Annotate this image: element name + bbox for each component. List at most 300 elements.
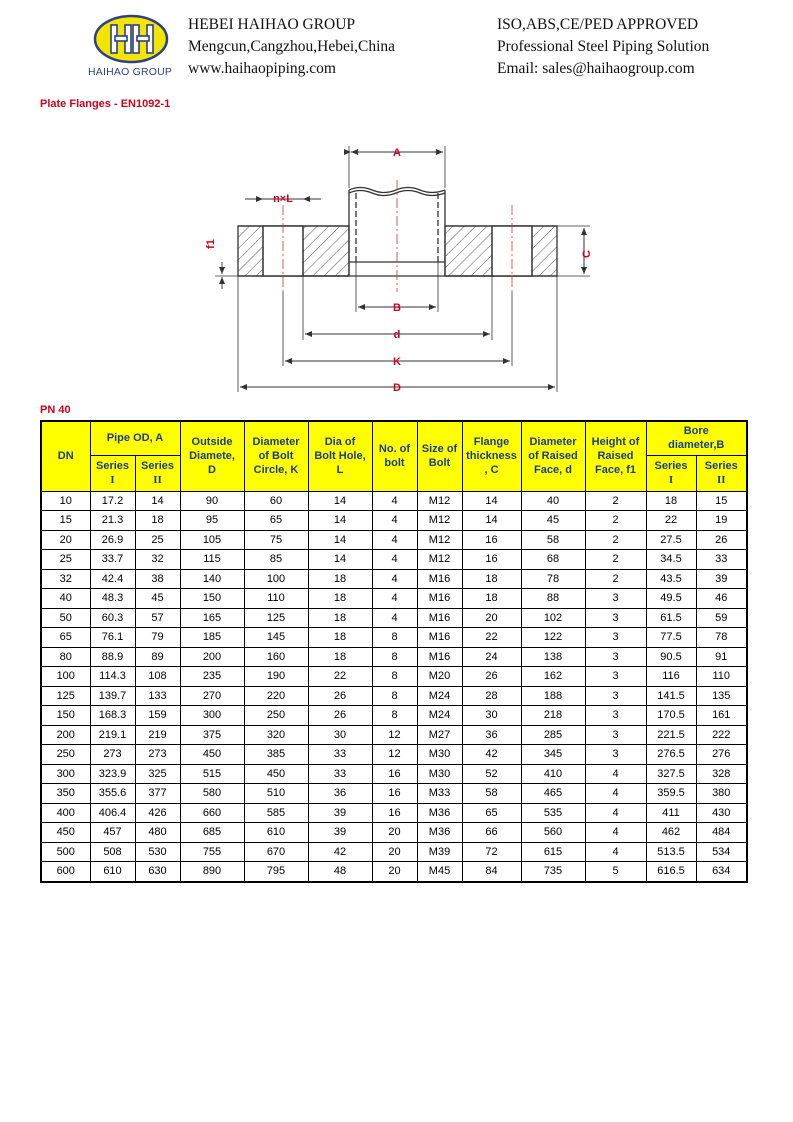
company-address: Mengcun,Cangzhou,Hebei,China: [188, 38, 396, 55]
table-cell: 4: [585, 764, 646, 784]
table-cell: 8: [372, 667, 417, 687]
table-cell: 52: [462, 764, 521, 784]
table-row: [41, 862, 747, 882]
table-cell: 634: [696, 862, 747, 882]
table-row: [41, 725, 747, 745]
header-no-of-bolt: No. of bolt: [372, 421, 417, 491]
company-credentials: [497, 14, 709, 80]
table-cell: 20: [372, 862, 417, 882]
table-cell: 670: [244, 842, 308, 862]
table-cell: M16: [417, 628, 462, 648]
table-cell: 2: [585, 569, 646, 589]
table-cell: 4: [372, 511, 417, 531]
table-cell: 14: [308, 530, 372, 550]
table-cell: 220: [244, 686, 308, 706]
table-cell: 530: [135, 842, 180, 862]
table-cell: 610: [90, 862, 135, 882]
table-cell: 610: [244, 823, 308, 843]
table-cell: M12: [417, 491, 462, 511]
table-cell: 8: [372, 628, 417, 648]
table-cell: 39: [308, 803, 372, 823]
table-cell: 218: [521, 706, 585, 726]
table-cell: 91: [696, 647, 747, 667]
table-cell: 22: [646, 511, 696, 531]
table-cell: M33: [417, 784, 462, 804]
table-cell: 200: [41, 725, 90, 745]
table-cell: 4: [372, 530, 417, 550]
table-cell: 26: [308, 706, 372, 726]
table-row: [41, 569, 747, 589]
table-cell: 4: [585, 803, 646, 823]
table-cell: 28: [462, 686, 521, 706]
table-cell: 115: [180, 550, 244, 570]
table-cell: 16: [372, 764, 417, 784]
table-row: [41, 842, 747, 862]
approvals: ISO,ABS,CE/PED APPROVED: [497, 16, 699, 33]
table-cell: 8: [372, 647, 417, 667]
table-cell: 580: [180, 784, 244, 804]
flange-dimensions-table: [40, 420, 748, 883]
table-cell: 59: [696, 608, 747, 628]
table-cell: 114.3: [90, 667, 135, 687]
table-cell: 22: [462, 628, 521, 648]
table-cell: 116: [646, 667, 696, 687]
table-cell: 165: [180, 608, 244, 628]
table-cell: 12: [372, 725, 417, 745]
table-cell: 150: [180, 589, 244, 609]
table-cell: 90.5: [646, 647, 696, 667]
table-cell: 616.5: [646, 862, 696, 882]
company-email[interactable]: Email: sales@haihaogroup.com: [497, 60, 695, 77]
table-cell: 34.5: [646, 550, 696, 570]
table-cell: 3: [585, 725, 646, 745]
table-cell: 2: [585, 530, 646, 550]
table-cell: 22: [308, 667, 372, 687]
header-pipe-series-2: Series II: [135, 455, 180, 491]
flange-drawing: [200, 135, 593, 397]
table-row: [41, 628, 747, 648]
table-cell: 40: [41, 589, 90, 609]
dim-label-nxl: n×L: [273, 193, 293, 205]
table-cell: 26: [462, 667, 521, 687]
header-bore-diameter: Bore diameter,B: [646, 421, 747, 455]
table-cell: M30: [417, 764, 462, 784]
table-cell: 133: [135, 686, 180, 706]
table-cell: 285: [521, 725, 585, 745]
table-cell: 40: [521, 491, 585, 511]
table-cell: 426: [135, 803, 180, 823]
table-row: [41, 823, 747, 843]
table-cell: 219.1: [90, 725, 135, 745]
table-cell: 411: [646, 803, 696, 823]
table-row: [41, 550, 747, 570]
table-cell: 221.5: [646, 725, 696, 745]
table-cell: 14: [462, 491, 521, 511]
table-cell: 8: [372, 686, 417, 706]
table-cell: 78: [696, 628, 747, 648]
table-cell: 45: [135, 589, 180, 609]
table-row: [41, 784, 747, 804]
dim-label-f1: f1: [205, 239, 217, 249]
table-cell: 60.3: [90, 608, 135, 628]
table-cell: M16: [417, 608, 462, 628]
table-cell: 90: [180, 491, 244, 511]
table-cell: 222: [696, 725, 747, 745]
table-cell: M16: [417, 647, 462, 667]
table-cell: 508: [90, 842, 135, 862]
table-cell: 320: [244, 725, 308, 745]
table-cell: 4: [372, 569, 417, 589]
table-cell: 410: [521, 764, 585, 784]
table-cell: 33: [696, 550, 747, 570]
table-cell: 755: [180, 842, 244, 862]
table-cell: 3: [585, 628, 646, 648]
table-cell: 630: [135, 862, 180, 882]
table-cell: 685: [180, 823, 244, 843]
table-cell: 18: [308, 628, 372, 648]
header-size-of-bolt: Size of Bolt: [417, 421, 462, 491]
table-cell: 32: [135, 550, 180, 570]
table-cell: 735: [521, 862, 585, 882]
table-row: [41, 647, 747, 667]
table-cell: 39: [308, 823, 372, 843]
table-cell: 795: [244, 862, 308, 882]
table-cell: 105: [180, 530, 244, 550]
table-cell: 3: [585, 706, 646, 726]
table-cell: 19: [696, 511, 747, 531]
table-body: [41, 491, 747, 882]
table-cell: 30: [308, 725, 372, 745]
table-cell: 12: [372, 745, 417, 765]
table-cell: 450: [41, 823, 90, 843]
table-cell: 359.5: [646, 784, 696, 804]
table-cell: 170.5: [646, 706, 696, 726]
table-cell: 141.5: [646, 686, 696, 706]
company-info: [188, 14, 395, 80]
table-cell: 500: [41, 842, 90, 862]
table-cell: 3: [585, 667, 646, 687]
table-cell: 88: [521, 589, 585, 609]
table-cell: 480: [135, 823, 180, 843]
table-cell: 25: [41, 550, 90, 570]
table-row: [41, 667, 747, 687]
table-cell: 20: [462, 608, 521, 628]
table-cell: 345: [521, 745, 585, 765]
table-cell: 4: [372, 608, 417, 628]
table-cell: 65: [462, 803, 521, 823]
dim-label-d: D: [393, 382, 401, 394]
table-cell: 513.5: [646, 842, 696, 862]
table-cell: 534: [696, 842, 747, 862]
table-cell: 323.9: [90, 764, 135, 784]
table-cell: 33: [308, 764, 372, 784]
table-cell: 18: [308, 569, 372, 589]
table-cell: 585: [244, 803, 308, 823]
table-cell: 14: [308, 550, 372, 570]
table-cell: 95: [180, 511, 244, 531]
table-cell: 61.5: [646, 608, 696, 628]
table-cell: 660: [180, 803, 244, 823]
table-cell: 20: [372, 823, 417, 843]
company-name: HEBEI HAIHAO GROUP: [188, 16, 356, 33]
table-cell: 18: [308, 589, 372, 609]
table-row: [41, 745, 747, 765]
table-cell: 3: [585, 745, 646, 765]
header-raised-face-height: Height of Raised Face, f1: [585, 421, 646, 491]
table-cell: 5: [585, 862, 646, 882]
table-cell: M27: [417, 725, 462, 745]
table-cell: 325: [135, 764, 180, 784]
table-cell: 125: [244, 608, 308, 628]
table-cell: 276: [696, 745, 747, 765]
table-cell: M36: [417, 823, 462, 843]
table-cell: 160: [244, 647, 308, 667]
table-cell: 68: [521, 550, 585, 570]
table-cell: 350: [41, 784, 90, 804]
header-bolt-circle: Diameter of Bolt Circle, K: [244, 421, 308, 491]
table-cell: 2: [585, 550, 646, 570]
header-pipe-od: Pipe OD, A: [90, 421, 180, 455]
table-cell: 32: [41, 569, 90, 589]
table-cell: 219: [135, 725, 180, 745]
table-cell: 20: [372, 842, 417, 862]
header-raised-face-diameter: Diameter of Raised Face, d: [521, 421, 585, 491]
table-cell: 65: [244, 511, 308, 531]
table-cell: 48: [308, 862, 372, 882]
table-cell: 20: [41, 530, 90, 550]
table-cell: 450: [244, 764, 308, 784]
header-dn: DN: [41, 421, 90, 491]
table-cell: M24: [417, 686, 462, 706]
table-cell: 50: [41, 608, 90, 628]
table-cell: 60: [244, 491, 308, 511]
table-cell: 110: [244, 589, 308, 609]
table-cell: 49.5: [646, 589, 696, 609]
table-cell: 16: [462, 530, 521, 550]
table-cell: 75: [244, 530, 308, 550]
table-cell: 18: [308, 647, 372, 667]
table-cell: 16: [372, 803, 417, 823]
table-cell: 235: [180, 667, 244, 687]
pressure-class: PN 40: [40, 404, 71, 416]
header-bore-series-2: Series II: [696, 455, 747, 491]
table-cell: 72: [462, 842, 521, 862]
header-bore-series-1: Series I: [646, 455, 696, 491]
table-cell: M12: [417, 550, 462, 570]
table-cell: 33.7: [90, 550, 135, 570]
table-cell: 161: [696, 706, 747, 726]
table-cell: 18: [135, 511, 180, 531]
table-cell: 615: [521, 842, 585, 862]
table-cell: 10: [41, 491, 90, 511]
table-cell: 4: [372, 589, 417, 609]
table-cell: 14: [135, 491, 180, 511]
table-cell: M30: [417, 745, 462, 765]
table-cell: 377: [135, 784, 180, 804]
table-cell: 139.7: [90, 686, 135, 706]
table-cell: 45: [521, 511, 585, 531]
header-pipe-series-1: Series I: [90, 455, 135, 491]
table-cell: 190: [244, 667, 308, 687]
table-cell: 84: [462, 862, 521, 882]
table-cell: 58: [462, 784, 521, 804]
table-cell: 65: [41, 628, 90, 648]
table-cell: 8: [372, 706, 417, 726]
table-cell: 400: [41, 803, 90, 823]
table-cell: M24: [417, 706, 462, 726]
table-cell: 18: [462, 589, 521, 609]
tagline: Professional Steel Piping Solution: [497, 38, 710, 55]
table-cell: 58: [521, 530, 585, 550]
logo-text: HAIHAO GROUP: [88, 66, 173, 78]
table-cell: 560: [521, 823, 585, 843]
table-row: [41, 511, 747, 531]
table-cell: 18: [462, 569, 521, 589]
table-cell: 100: [41, 667, 90, 687]
table-cell: 168.3: [90, 706, 135, 726]
table-cell: M16: [417, 589, 462, 609]
table-row: [41, 491, 747, 511]
table-cell: 138: [521, 647, 585, 667]
table-cell: 430: [696, 803, 747, 823]
table-row: [41, 803, 747, 823]
table-cell: 4: [372, 550, 417, 570]
table-cell: 600: [41, 862, 90, 882]
table-cell: 16: [372, 784, 417, 804]
table-cell: 88.9: [90, 647, 135, 667]
table-cell: 200: [180, 647, 244, 667]
table-cell: 375: [180, 725, 244, 745]
table-cell: M16: [417, 569, 462, 589]
table-cell: 102: [521, 608, 585, 628]
table-cell: 21.3: [90, 511, 135, 531]
company-website[interactable]: www.haihaopiping.com: [188, 60, 336, 77]
dim-label-d-small: d: [393, 329, 401, 341]
table-cell: 39: [696, 569, 747, 589]
table-cell: M20: [417, 667, 462, 687]
table-cell: 46: [696, 589, 747, 609]
table-cell: 14: [308, 491, 372, 511]
table-cell: M12: [417, 511, 462, 531]
table-cell: 385: [244, 745, 308, 765]
table-cell: 100: [244, 569, 308, 589]
table-cell: 3: [585, 686, 646, 706]
table-cell: 450: [180, 745, 244, 765]
header-flange-thickness: Flange thickness , C: [462, 421, 521, 491]
table-cell: 273: [90, 745, 135, 765]
table-cell: 16: [462, 550, 521, 570]
table-cell: 110: [696, 667, 747, 687]
table-cell: 185: [180, 628, 244, 648]
table-row: [41, 686, 747, 706]
table-cell: 78: [521, 569, 585, 589]
table-cell: 150: [41, 706, 90, 726]
table-cell: 18: [646, 491, 696, 511]
table-cell: 79: [135, 628, 180, 648]
table-cell: 465: [521, 784, 585, 804]
header-bolt-hole: Dia of Bolt Hole, L: [308, 421, 372, 491]
table-cell: 162: [521, 667, 585, 687]
table-row: [41, 530, 747, 550]
table-cell: 250: [244, 706, 308, 726]
table-cell: 36: [462, 725, 521, 745]
table-cell: 14: [308, 511, 372, 531]
table-row: [41, 608, 747, 628]
table-cell: 43.5: [646, 569, 696, 589]
table-cell: 17.2: [90, 491, 135, 511]
table-cell: 25: [135, 530, 180, 550]
table-cell: 30: [462, 706, 521, 726]
dim-label-c: C: [581, 250, 593, 258]
table-cell: M36: [417, 803, 462, 823]
dim-label-b: B: [393, 302, 401, 314]
table-cell: 273: [135, 745, 180, 765]
table-cell: 26.9: [90, 530, 135, 550]
table-cell: 4: [585, 842, 646, 862]
table-cell: 135: [696, 686, 747, 706]
table-cell: 510: [244, 784, 308, 804]
table-cell: M39: [417, 842, 462, 862]
table-cell: 3: [585, 647, 646, 667]
table-cell: 3: [585, 589, 646, 609]
table-cell: 484: [696, 823, 747, 843]
table-cell: 85: [244, 550, 308, 570]
table-row: [41, 764, 747, 784]
table-cell: 535: [521, 803, 585, 823]
table-cell: 48.3: [90, 589, 135, 609]
table-cell: 515: [180, 764, 244, 784]
table-cell: 406.4: [90, 803, 135, 823]
header-outside-diameter: Outside Diamete, D: [180, 421, 244, 491]
table-cell: 3: [585, 608, 646, 628]
table-cell: 42: [308, 842, 372, 862]
table-cell: 145: [244, 628, 308, 648]
table-cell: 276.5: [646, 745, 696, 765]
table-cell: 355.6: [90, 784, 135, 804]
table-cell: 457: [90, 823, 135, 843]
table-cell: M12: [417, 530, 462, 550]
table-cell: 57: [135, 608, 180, 628]
table-cell: 18: [308, 608, 372, 628]
page-title: Plate Flanges - EN1092-1: [40, 98, 171, 110]
table-cell: 108: [135, 667, 180, 687]
table-cell: 15: [696, 491, 747, 511]
table-cell: 300: [180, 706, 244, 726]
table-cell: 76.1: [90, 628, 135, 648]
table-cell: 4: [585, 823, 646, 843]
table-cell: 890: [180, 862, 244, 882]
table-cell: 2: [585, 511, 646, 531]
table-cell: 66: [462, 823, 521, 843]
table-cell: 27.5: [646, 530, 696, 550]
dim-label-k: K: [393, 356, 401, 368]
table-row: [41, 706, 747, 726]
table-cell: 270: [180, 686, 244, 706]
table-row: [41, 589, 747, 609]
table-cell: 380: [696, 784, 747, 804]
table-cell: 140: [180, 569, 244, 589]
table-cell: 2: [585, 491, 646, 511]
table-cell: 26: [308, 686, 372, 706]
table-cell: 24: [462, 647, 521, 667]
table-cell: 36: [308, 784, 372, 804]
table-cell: 462: [646, 823, 696, 843]
table-cell: 125: [41, 686, 90, 706]
table-cell: 250: [41, 745, 90, 765]
table-cell: 159: [135, 706, 180, 726]
dim-label-a: A: [393, 147, 401, 159]
table-cell: 38: [135, 569, 180, 589]
